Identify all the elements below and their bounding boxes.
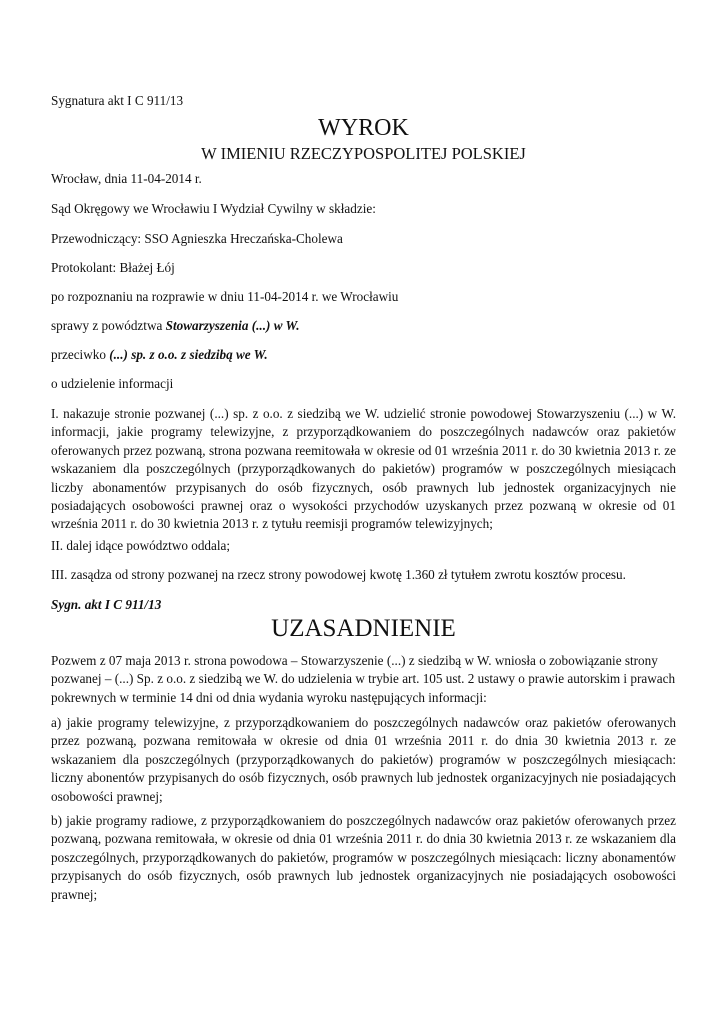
against-prefix: przeciwko — [51, 347, 110, 362]
court-composition: Sąd Okręgowy we Wrocławiu I Wydział Cywilny w składzie: — [51, 201, 376, 216]
presiding-judge: Przewodniczący: SSO Agnieszka Hreczańska-Cholewa — [51, 231, 343, 246]
case-subject: o udzielenie informacji — [51, 376, 174, 391]
ruling-point-3: III. zasądza od strony pozwanej na rzecz strony powodowej kwotę 1.360 zł tytułem zwrotu kosztów procesu. — [51, 567, 626, 582]
verdict-subtitle: W IMIENIU RZECZYPOSPOLITEJ POLSKIEJ — [201, 144, 526, 163]
clerk: Protokolant: Błażej Łój — [51, 260, 175, 275]
signature-bottom: Sygn. akt I C 911/13 — [51, 597, 162, 612]
verdict-title: WYROK — [318, 115, 409, 141]
defendant-name: (...) sp. z o.o. z siedzibą we W. — [109, 347, 268, 362]
plaintiff-name: Stowarzyszenia (...) w W. — [165, 318, 300, 333]
justification-intro: Pozwem z 07 maja 2013 r. strona powodowa – Stowarzyszenie (...) z siedzibą w W. wniosła o zobowiązanie strony pozwanej – (...) Sp. z o.o. z siedzibą we W. do udzielenia w trybie art. 105 ust. 2 ustawy o prawie autorskim i prawach pokrewnych w terminie 14 dni od dnia wydania wyroku następujących informacji: — [51, 653, 676, 705]
justification-item-a: a) jakie programy telewizyjne, z przyporządkowaniem do poszczególnych nadawców oraz pakietów oferowanych przez pozwaną, pozwana remitowała w okresie od dnia 01 września 2011 r. do dnia 30 kwietnia 2013 r. ze wskazaniem dla poszczególnych (przyporządkowanych do pakietów) programów w poszczególnych miesiącach: liczny abonentów przypisanych do osób fizycznych, osób prawnych lub jednostek organizacyjnych nie posiadających osobowości prawnej; — [51, 715, 676, 804]
case-line — [51, 317, 300, 335]
place-date: Wrocław, dnia 11-04-2014 r. — [51, 171, 202, 186]
case-signature: Sygnatura akt I C 911/13 — [51, 93, 184, 108]
against-line — [51, 346, 268, 364]
hearing-info: po rozpoznaniu na rozprawie w dniu 11-04-2014 r. we Wrocławiu — [51, 289, 399, 304]
ruling-point-1: I. nakazuje stronie pozwanej (...) sp. z o.o. z siedzibą we W. udzielić stronie powodowej Stowarzyszeniu (...) w W. informacji, jakie programy telewizyjne, z przyporządkowaniem do poszczególnych nadawców oraz pakietów oferowanych przez pozwaną, strona pozwana reemitowała w okresie od 01 września 2011 r. do 30 kwietnia 2013 r. ze wskazaniem dla poszczególnych (przyporządkowanych do pakietów) programów w poszczególnych miesiącach liczby abonamentów przypisanych do osób fizycznych, osób prawnych lub jednostek organizacyjnych nie posiadających osobowości prawnej oraz o wysokości przychodów uzyskanych przez pozwaną w okresie od 01 września 2011 r. do 30 kwietnia 2013 r. z tytułu reemisji programów telewizyjnych; — [51, 406, 676, 532]
ruling-point-2: II. dalej idące powództwo oddala; — [51, 538, 231, 553]
justification-title: UZASADNIENIE — [271, 615, 456, 642]
justification-item-b: b) jakie programy radiowe, z przyporządkowaniem do poszczególnych nadawców oraz pakietów oferowanych przez pozwaną, pozwana remitowała, w okresie od dnia 01 września 2011 r. do dnia 30 kwietnia 2013 r. ze wskazaniem dla poszczególnych, przyporządkowanych do pakietów, programów w poszczególnych miesiącach: liczny abonamentów przypisanych do osób fizycznych, osób prawnych lub jednostek organizacyjnych nie posiadających osobowości prawnej; — [51, 813, 676, 902]
case-prefix: sprawy z powództwa — [51, 318, 166, 333]
